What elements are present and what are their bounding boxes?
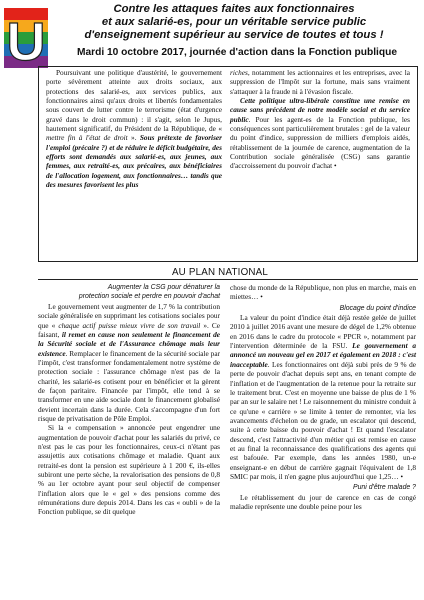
intro-right-text-2: . Pour les agent-es de la Fonction publique, les conséquences sont particulièrement brutales : gel de la valeur du point d'indice, suppression de milliers d'emplois aidés, rétablissement de la journée de carence, augmentation de la Contribution sociale généralisée (CSG) sans garantie d'accroissement du pouvoir d'achat •: [230, 114, 410, 171]
intro-left-emphasis: Sous prétexte de favoriser l'emploi (précaire ?) et de réduire le déficit budgétaire, des efforts sont demandés aux salarié-es, aux jeunes, aux femmes, aux retraité-es, aux précaires, aux bénéficiaires de l'allocation logement, aux fonctionnaires… tandis que des mesures favorisent les plus: [46, 133, 223, 190]
intro-left-text-b: ».: [127, 133, 140, 143]
title-line-1: Contre les attaques faites aux fonctionnaires: [113, 3, 355, 15]
csg-text-c: . Remplacer le financement de la sécurité sociale par l'impôt, c'est transformer fondamentalement notre système de protection sociale : l'assurance chômage n'est pas de la charité, les salarié-es cotisent pour en bénéficier et la gèrent de façon paritaire. Financée par l'impôt, elle tend à se transformer en une aide sociale dont le financement globalisé devient incertain dans la durée. Cela s'accompagne d'un fort risque de privatisation de Pôle Emploi.: [38, 348, 220, 423]
carence-paragraph: Le rétablissement du jour de carence en cas de congé maladie représente une double peine pour les: [230, 492, 416, 512]
section-left-column: [38, 283, 220, 517]
intro-left-paragraph: [46, 68, 222, 189]
csg-emphasis: il remet en cause non seulement le financement de la Sécurité sociale et de l'Assurance chômage mais leur existence: [38, 329, 220, 358]
point-indice-paragraph: [230, 313, 416, 481]
point-indice-text-a: La valeur du point d'indice était déjà restée gelée de juillet 2010 à juillet 2016 avant une mesure de dégel de 1,2% obtenue en 2016 dans le cadre du protocole « PPCR », notamment par l'intervention déterminée de la FSU.: [230, 313, 416, 351]
intro-right-paragraph-1: [230, 68, 410, 96]
point-indice-text-b: . Les fonctionnaires ont déjà subi près de 9 % de perte de pouvoir d'achat depuis sept ans, en tenant compte de l'inflation et de l'augmentation de la retenue pour la retraite sur le traitement brut. C'est en moyenne une baisse de plus de 1 % par an sur le salaire net ! Le raisonnement du ministre conduit à ce qu'une « carrière » se limite à tenter de remonter, via les avancements d'échelon ou de grade, un escalator qui descend, suite à cette baisse du pouvoir d'achat ! Et quand l'escalator descend, c'est l'attractivité d'un métier qui est remise en cause et au final la reconnaissance des qualifications des agents qui est bafouée. Par exemple, dans les années 1980, un-e enseignant-e en début de carrière gagnait l'équivalent de 1,8 SMIC par mois, il n'en gagne plus aujourd'hui que 1,25… •: [230, 359, 417, 481]
intro-left-text-a: Poursuivant une politique d'austérité, le gouvernement porte sévèrement atteinte aux droits sociaux, aux protections des salarié-es, aux services publics, aux fonctionnaires ainsi qu'aux droits et libertés fondamentales sous couvert de lutter contre le terrorisme (état d'urgence gravé dans le droit commun) : il s'agit, selon le Jupus, hautement significatif, du Président de la République, de «: [46, 68, 222, 134]
csg-text-a: Le gouvernement veut augmenter de 1,7 % la contribution sociale généralisée en supprimant les cotisations sociales pour que «: [38, 301, 220, 330]
subhead-point-indice: Blocage du point d'indice: [339, 304, 416, 312]
subhead-carence: Puni d'être malade ?: [353, 484, 416, 492]
section-title: AU PLAN NATIONAL: [171, 267, 269, 278]
point-indice-emphasis: Le gouvernement a annoncé un nouveau gel en 2017 et également en 2018 : c'est inacceptable: [230, 341, 416, 369]
page-subtitle: Mardi 10 octobre 2017, journée d'action dans la Fonction publique: [77, 47, 397, 58]
intro-right-paragraph-2: [230, 96, 410, 171]
continuation-paragraph: chose du monde de la République, non plus en marche, mais en miettes… •: [230, 283, 416, 302]
csg-quote: chaque actif puisse mieux vivre de son travail: [58, 320, 201, 330]
title-line-2: et aux salarié-es, pour un véritable service public: [101, 16, 367, 28]
intro-right-emphasis: Cette politique ultra-libérale constitue une remise en cause sans précédent de notre modèle social et du service public: [230, 96, 410, 124]
section-right-column: [230, 283, 416, 511]
page-title: [48, 3, 420, 42]
union-logo: [4, 4, 48, 72]
title-line-3: d'enseignement supérieur au service de toutes et tous !: [84, 29, 384, 41]
csg-text-b: ». Ce faisant,: [38, 320, 220, 339]
intro-right-text-1: , notamment les actionnaires et les entreprises, avec la suppression de l'Impôt sur la fortune, mais sans vraiment s'attaquer à la fraude ni à l'évasion fiscale.: [230, 68, 410, 96]
intro-right-italic: riches: [230, 68, 248, 77]
intro-left-column: [46, 68, 222, 189]
section-divider: [38, 279, 418, 280]
csg-paragraph-1: [38, 302, 220, 423]
csg-paragraph-2: Si la « compensation » annoncée peut engendrer une augmentation de pouvoir d'achat pour les salariés du privé, ce n'est pas le cas pour les fonctionnaires, ceux-ci n'étant pas assujettis aux cotisations chômage et maladie. Quant aux retraité-es dont la pension est supérieure à 1 200 €, ils-elles subiront une perte sèche, la revalorisation des pensions de 0,8 % au 1er octobre ayant pour seul objectif de compenser l'inflation alors que le « gel » des pensions comme des rémunérations dure depuis 2014. Dans les cas « oubli » de la Fonction publique, se dit quelque: [38, 423, 220, 517]
intro-right-column: [230, 68, 410, 171]
logo-letter: U: [6, 12, 46, 72]
intro-left-quote: mettre fin à l'état de droit: [46, 133, 128, 143]
subhead-csg: Augmenter la CSG pour dénaturer la protection sociale et perdre en pouvoir d'achat: [78, 284, 220, 301]
